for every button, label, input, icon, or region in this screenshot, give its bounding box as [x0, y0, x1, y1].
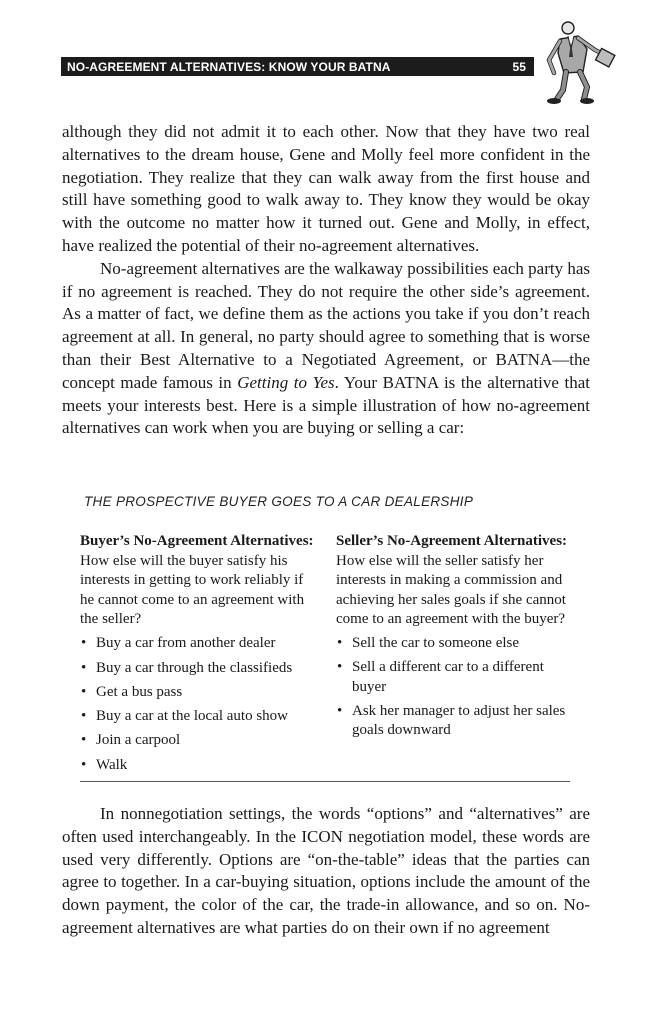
paragraph-batna: [62, 258, 590, 440]
list-item: • Ask her manager to adjust her sales goals downward: [336, 702, 576, 741]
example-box-title: THE PROSPECTIVE BUYER GOES TO A CAR DEALERSHIP: [84, 494, 474, 509]
body-text-top: [62, 121, 590, 440]
buyer-alternatives: [80, 532, 320, 775]
running-header: [61, 57, 534, 76]
page-number: 55: [512, 59, 526, 74]
paragraph-text: No-agreement alternatives are the walkaway possibilities each party has if no agreement is reached. They do not require the other side’s agreement. As a matter of fact, we define them as the actions you take if you don’t reach agreement at all. In general, no party should agree to something that is worse than their Best Alternative to a Negotiated Agreement, or BATNA—the concept made famous in: [62, 258, 590, 392]
paragraph: In nonnegotiation settings, the words “options” and “alternatives” are often used interchangeably. In the ICON negotiation model, these words are used very differently. Options are “on-the-table” ideas that the parties can agree to together. In a car-buying situation, options include the amount of the down payment, the color of the car, the trade-in allowance, and so on. No-agreement alternatives are what parties do on their own if no agreement: [62, 804, 590, 937]
paragraph-text: . Your BATNA is the alternative that meets your interests best. Here is a simple illustration of how no-agreement alternatives can work when you are buying or selling a car:: [62, 372, 590, 438]
list-item: • Buy a car at the local auto show: [80, 707, 320, 727]
header-title: NO-AGREEMENT ALTERNATIVES: KNOW YOUR BATNA: [67, 59, 391, 74]
seller-list: [336, 634, 576, 741]
list-item: • Join a carpool: [80, 731, 320, 751]
list-item: • Sell the car to someone else: [336, 634, 576, 654]
list-item: • Get a bus pass: [80, 683, 320, 703]
body-text-bottom: [62, 803, 590, 940]
buyer-heading: Buyer’s No-Agreement Alternatives:: [80, 533, 314, 549]
seller-alternatives: [336, 532, 576, 741]
paragraph: although they did not admit it to each other. Now that they have two real alternatives to the dream house, Gene and Molly feel more confident in the negotiation. They realize that they can walk away from the first house and still have something good to walk away to. They know they would be okay with the outcome no matter how it turned out. Gene and Molly, in effect, have realized the potential of their no-agreement alternatives.: [62, 122, 590, 255]
buyer-heading-block: [80, 532, 320, 630]
list-item: • Walk: [80, 756, 320, 776]
list-item: • Sell a different car to a different buyer: [336, 658, 576, 697]
book-title: Getting to Yes: [237, 372, 335, 392]
buyer-list: [80, 634, 320, 775]
list-item: • Buy a car through the classifieds: [80, 659, 320, 679]
list-item: • Buy a car from another dealer: [80, 634, 320, 654]
box-bottom-rule: [80, 781, 570, 782]
seller-description: How else will the seller satisfy her interests in making a commission and achieving her sales goals if she cannot come to an agreement with the buyer?: [336, 552, 566, 627]
businessman-walking-with-briefcase-icon: [540, 15, 618, 107]
seller-heading-block: [336, 532, 576, 630]
seller-heading: Seller’s No-Agreement Alternatives:: [336, 533, 568, 549]
buyer-description: How else will the buyer satisfy his interests in getting to work reliably if he cannot come to an agreement with the seller?: [80, 552, 305, 627]
